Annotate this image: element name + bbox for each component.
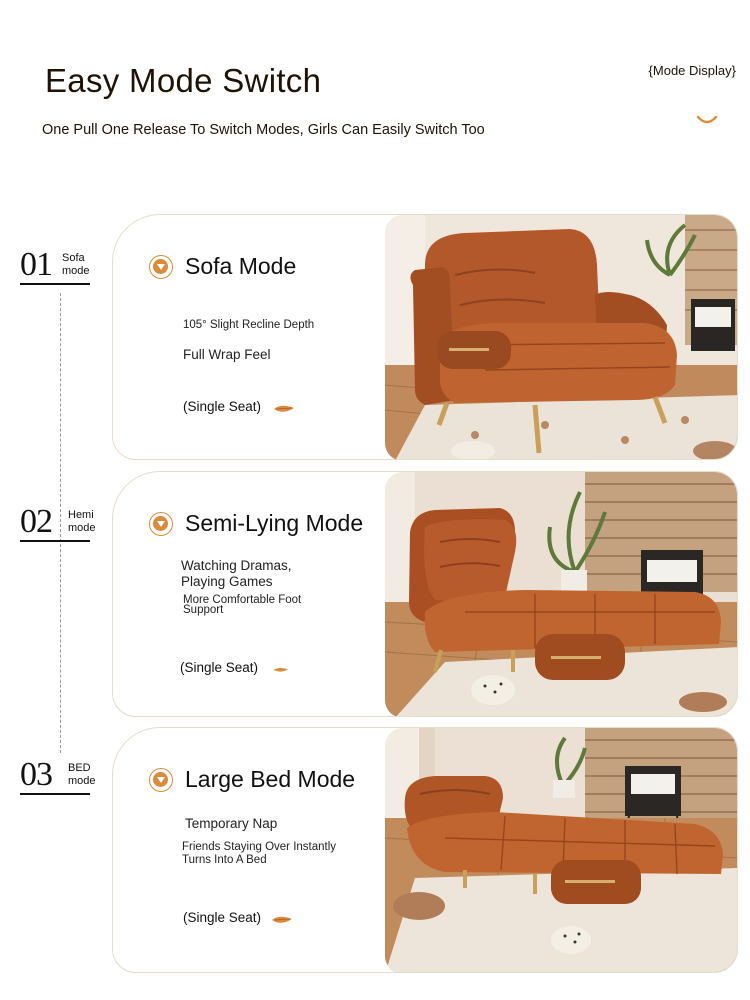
mode-label-line2: mode [68,775,96,787]
mode-number-label [68,762,96,788]
mode-feature: Full Wrap Feel [183,347,271,362]
mode-card-sofa[interactable] [112,214,738,460]
mode-label-line1: BED [68,762,91,774]
mode-feature: Watching Dramas, [181,558,292,573]
mode-label-line1: Hemi [68,509,94,521]
sofa-bed-photo [385,728,738,973]
mode-feature: Temporary Nap [185,816,278,831]
page-title: Easy Mode Switch [45,62,322,99]
mode-card-semi-lying[interactable] [112,471,738,717]
chevron-badge-icon [149,768,173,792]
mode-number-02 [20,503,96,541]
chevron-badge-icon [149,512,173,536]
sofa-semi-lying-photo [385,472,738,717]
mode-number-underline [20,540,90,542]
mode-title: Sofa Mode [185,253,297,279]
seat-label: (Single Seat) [183,910,262,925]
sofa-upright-photo [385,215,738,460]
seat-label: (Single Seat) [183,399,262,414]
leaf-icon [273,403,295,415]
mode-number-underline [20,793,90,795]
page-subtitle: One Pull One Release To Switch Modes, Girls Can Easily Switch Too [42,122,485,138]
chevron-badge-icon [149,255,173,279]
mode-card-text [113,215,385,459]
mode-label-line1: Sofa [62,252,85,264]
mode-feature: Playing Games [181,574,273,589]
mode-number: 03 [20,756,52,793]
mode-label-line2: mode [68,522,96,534]
leaf-icon [273,664,289,676]
mode-number-label [68,509,96,535]
mode-card-text [113,472,385,716]
mode-number-underline [20,283,90,285]
mode-number-03 [20,756,96,794]
leaf-icon [271,914,293,926]
mode-feature: More Comfortable Foot [183,594,302,606]
mode-title: Large Bed Mode [185,766,356,792]
mode-number: 01 [20,246,52,283]
mode-feature: Support [183,604,224,616]
mode-card-large-bed[interactable] [112,727,738,973]
mode-number: 02 [20,503,52,540]
mode-feature: Friends Staying Over Instantly [182,841,337,853]
seat-label: (Single Seat) [180,660,259,675]
mode-feature: 105° Slight Recline Depth [183,319,315,331]
mode-title: Semi-Lying Mode [185,510,364,536]
mode-number-01 [20,248,92,284]
mode-display-label: {Mode Display} [648,63,736,78]
mode-number-label [62,252,90,278]
chevron-down-icon[interactable] [696,114,718,128]
mode-feature: Turns Into A Bed [182,854,267,866]
mode-card-text [113,728,385,972]
mode-label-line2: mode [62,265,90,277]
